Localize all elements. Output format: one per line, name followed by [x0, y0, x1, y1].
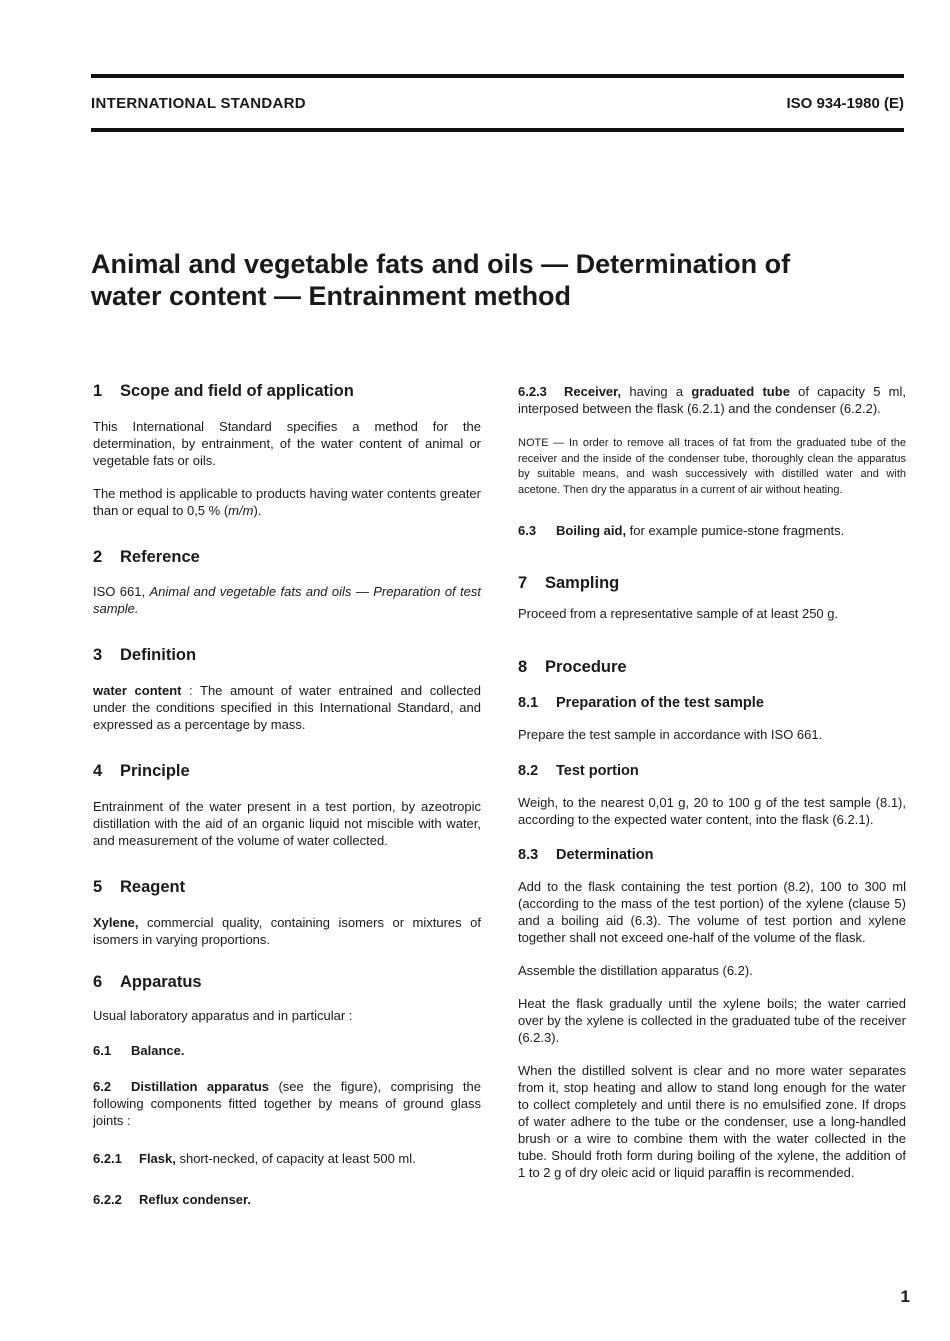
section-8-2-heading: 8.2 Test portion: [518, 763, 639, 779]
header-rule-top: [91, 74, 904, 78]
section-8-3-para-1: Add to the flask containing the test portion (8.2), 100 to 300 ml (according to the mass of the test portion) of the xylene (clause 5) and a boiling aid (6.3). The volume of test portion and xylene together shall not exceed one-half of the volume of the flask.: [518, 879, 906, 945]
section-8-1-para: Prepare the test sample in accordance with ISO 661.: [518, 727, 823, 742]
section-5-heading: 5 Reagent: [93, 878, 186, 896]
section-7-heading: 7 Sampling: [518, 574, 620, 592]
section-1-para-1: This International Standard specifies a method for the determination, by entrainment, of the water content of animal or vegetable fats or oils.: [93, 419, 481, 468]
section-2-heading: 2 Reference: [93, 548, 200, 566]
section-3-heading: 3 Definition: [93, 646, 197, 664]
item-6-2: 6.2 Distillation apparatus (see the figure), comprising the following components fitted together by means of ground glass joints :: [93, 1079, 481, 1128]
header-rule-bottom: [91, 128, 904, 132]
section-6-heading: 6 Apparatus: [93, 973, 202, 991]
section-8-3-heading: 8.3 Determination: [518, 847, 654, 863]
apparatus-note: NOTE — In order to remove all traces of fat from the graduated tube of the receiver and the inside of the condenser tube, thoroughly clean the apparatus by suitable means, and wash successively with distilled water and with acetone. Then dry the apparatus in a current of air without heating.: [518, 437, 906, 496]
standard-type-label: INTERNATIONAL STANDARD: [91, 95, 306, 112]
section-1-heading: 1 Scope and field of application: [93, 382, 354, 400]
section-3-para-1: water content : The amount of water entrained and collected under the conditions specified in this International Standard, and expressed as a percentage by mass.: [93, 683, 482, 732]
section-8-3-para-4: When the distilled solvent is clear and no more water separates from it, stop heating and allow to stand long enough for the water to collect completely and until there is no emulsified zone. If drops of water adhere to the tube or the condenser, use a long-handled brush or a wire to combine them with the water collected in the tube. Should froth form during boiling of the xylene, the addition of 1 to 2 g of dry oleic acid or liquid paraffin is recommended.: [518, 1063, 906, 1180]
item-6-1: 6.1 Balance.: [93, 1043, 185, 1058]
section-6-para-1: Usual laboratory apparatus and in particular :: [93, 1008, 353, 1023]
section-8-3-para-3: Heat the flask gradually until the xylene boils; the water carried over by the xylene is collected in the graduated tube of the receiver (6.2.3).: [518, 996, 906, 1045]
section-1-para-2: The method is applicable to products having water contents greater than or equal to 0,5 % (m/m).: [93, 486, 481, 518]
section-4-heading: 4 Principle: [93, 762, 190, 780]
section-8-heading: 8 Procedure: [518, 658, 627, 676]
item-6-3: 6.3 Boiling aid, for example pumice-stone fragments.: [518, 523, 845, 538]
item-6-2-3: 6.2.3 Receiver, having a graduated tube of capacity 5 ml, interposed between the flask (6.2.1) and the condenser (6.2.2).: [518, 384, 906, 416]
item-6-2-1: 6.2.1 Flask, short-necked, of capacity at least 500 ml.: [93, 1151, 416, 1166]
section-8-1-heading: 8.1 Preparation of the test sample: [518, 695, 764, 711]
section-7-para-1: Proceed from a representative sample of at least 250 g.: [518, 606, 839, 621]
page-number: 1: [900, 1287, 910, 1306]
title-line-2: water content — Entrainment method: [91, 281, 572, 311]
document-title: [91, 248, 911, 312]
section-2-para-1: ISO 661, Animal and vegetable fats and oils — Preparation of test sample.: [93, 584, 482, 616]
section-4-para-1: Entrainment of the water present in a test portion, by azeotropic distillation with the aid of an organic liquid not miscible with water, and measurement of the volume of water collected.: [93, 799, 481, 848]
standard-number: ISO 934-1980 (E): [786, 95, 904, 112]
section-8-3-para-2: Assemble the distillation apparatus (6.2).: [518, 963, 753, 978]
section-8-2-para: Weigh, to the nearest 0,01 g, 20 to 100 g of the test sample (8.1), according to the expected water content, into the flask (6.2.1).: [518, 795, 906, 827]
item-6-2-2: 6.2.2 Reflux condenser.: [93, 1192, 251, 1207]
left-column: [93, 383, 481, 1208]
right-column: [518, 383, 906, 1181]
section-5-para-1: Xylene, commercial quality, containing isomers or mixtures of isomers in varying proportions.: [93, 915, 481, 947]
title-line-1: Animal and vegetable fats and oils — Determination of: [91, 249, 791, 279]
